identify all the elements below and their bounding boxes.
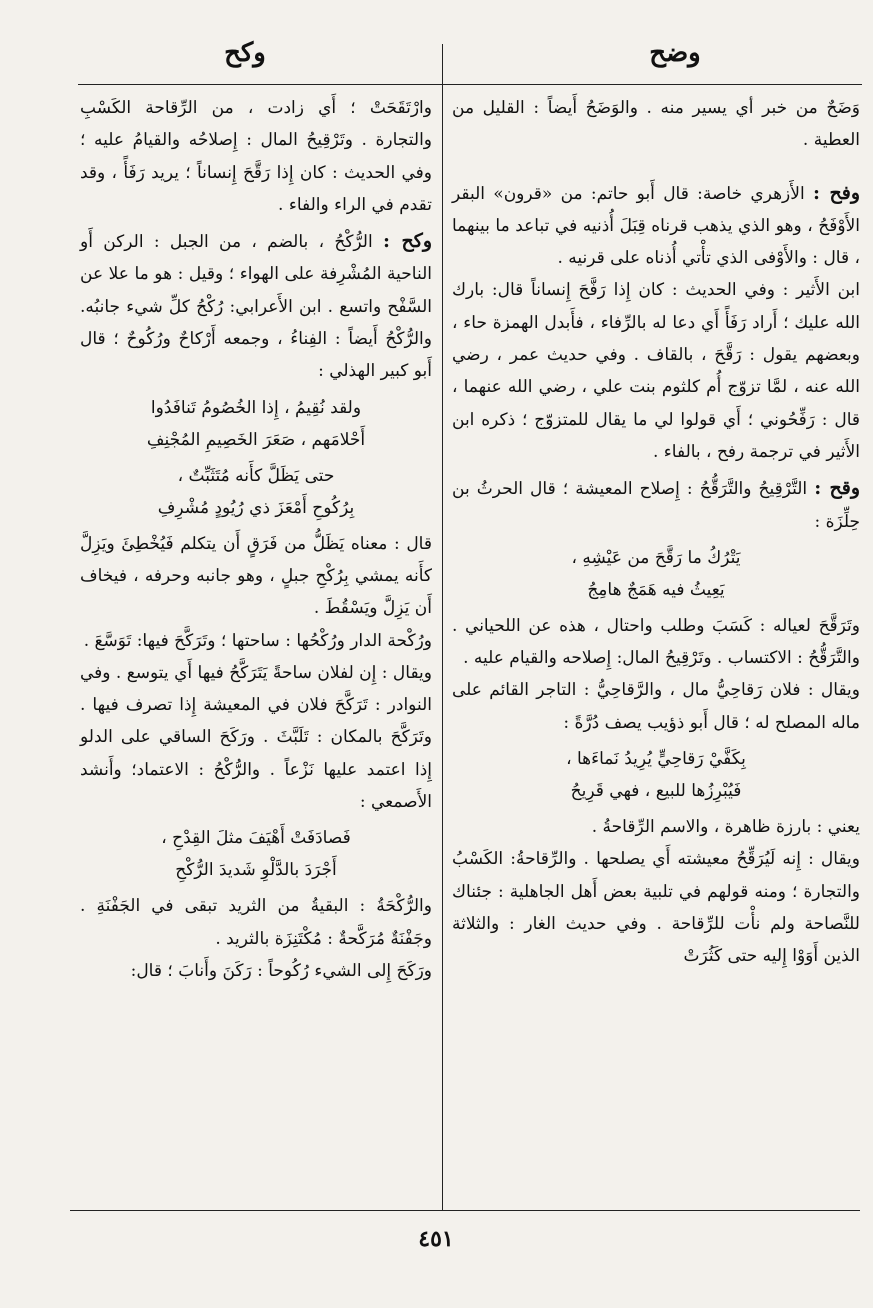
verse-line: فَصادَفَتْ أَهْيَفَ مثلَ القِدْحِ ، [161,828,351,849]
header-left-word: وكح [224,38,266,68]
header-rule [78,84,862,85]
paragraph: ويقال : فلان رَقاحِيُّ مال ، والرَّقاحِيُّ : التاجر القائم على ماله المصلح له ؛ قال أَبو ذؤيب يصف دُرَّةً : [452,680,860,733]
entry-headword: وكح : [383,230,432,253]
verse [80,460,432,524]
header-right-word: وضح [649,38,701,68]
paragraph: ابن الأَثير : وفي الحديث : كان إِذا رَفَّحَ إِنساناً قال: بارك الله عليك ؛ أَراد رَفَأً أَي دعا له بالرِّفاء ، فأَبدل الهمزة حاء ، وبعضهم يقول : رَقَّحَ ، بالقاف . وفي حديث عمر ، رضي الله عنه ، لمَّا تزوّج أُم كلثوم بنت علي ، رضي الله عنهما ، قال : رَفِّحُوني ؛ أَي قولوا لي ما يقال للمتزوّج ؛ ذكره ابن الأَثير في ترجمة رفح ، بالفاء . [452,280,861,462]
footer-rule [70,1210,860,1211]
verse-line: ولقد نُقِيمُ ، إِذا الخُصُومُ تَنافَدُوا [150,397,362,418]
paragraph: وارْتَقَحَتْ ؛ أَي زادت ، من الرِّقاحة الكَسْبِ والتجارة . وتَرْقِيحُ المال : إِصلاحُه والقيامُ عليه ؛ وفي الحديث : كان إِذا رَقَّحَ إِنساناً ؛ يريد رَفَأً ، وقد تقدم في الراء والفاء . [80,98,432,215]
header-divider [442,44,443,84]
verse-line: حتى يَظَلَّ كأَنه مُتَثَبِّتٌ ، [177,465,335,486]
paragraph: ويقال : إِن لفلان ساحةً يَتَرَكَّحُ فيها أَي يتوسع . وفي النوادر : تَرَكَّحَ فلان في المعيشة إِذا تصرف فيها . وتَرَكَّحَ بالمكان : تَلَبَّثَ . ورَكَحَ الساقي على الدلو إِذا اعتمد عليها نَزْعاً . والرُّكْحُ : الاعتماد؛ وأَنشد الأَصمعي : [80,662,432,813]
verse-line: أَحْلامَهم ، صَعَرَ الخَصِيمِ المُجْنِفِ [146,429,366,450]
verse [80,822,432,886]
entry-waqah [452,472,860,538]
entry-wakah [80,225,432,387]
entry-gap [452,157,860,173]
verse-line: أَجْرَدَ بالدَّلْوِ شَديدَ الرُّكْحِ [175,860,337,881]
paragraph: ورُكْحة الدار ورُكْحُها : ساحتها ؛ وتَرَكَّحَ فيها: تَوَسَّعَ . [83,630,432,651]
verse-line: فَيُبْرِزُها للبيع ، فهي قَرِيحُ [570,781,742,802]
paragraph: ويقال : إِنه لَيُرَقِّحُ معيشته أَي يصلحها . والرِّقاحةُ: الكَسْبُ والتجارة ؛ ومنه قولهم في تلبية بعض أَهل الجاهلية : جئناك للنَّصاحة ولم نأْت للرِّقاحة . وفي حديث الغار : والثلاثة الذين أَوَوْا إِليه حتى كَثُرَتْ [452,849,860,967]
paragraph: وتَرَقَّحَ لعياله : كَسَبَ وطلب واحتال ، هذه عن اللحياني . والتَّرَقُّحُ : الاكتساب . وتَرْقِيحُ المال: إِصلاحه والقيام عليه . [452,615,860,669]
paragraph: ورَكَحَ إِلى الشيء رُكُوحاً : رَكَنَ وأَنابَ ؛ قال: [130,960,432,981]
verse-line: بِكَفَّيْ رَقاحِيٍّ يُرِيدُ نَماءَها ، [566,749,746,770]
entry-headword: وفح : [812,181,861,204]
entry-wafah [452,177,860,275]
verse [80,392,432,456]
entry-text: التَّرْقِيحُ والتَّرَقُّحُ : إِصلاح المعيشة ؛ قال الحرثُ بن حِلِّزَة : [452,479,860,532]
verse-line: يَعِيثُ فيه هَمَجٌ هامِجُ [587,579,725,600]
paragraph: قال : معناه يَظَلُّ من فَرَقٍ أَن يتكلم فَيُخْطِئَ ويَزِلَّ كأَنه يمشي بِرُكْحِ جبلٍ ، وهو جانبه وحرفه ، فيخاف أَن يَزِلَّ ويَسْقُطَ . [80,533,432,619]
page-number: ٤٥١ [418,1226,454,1252]
entry-text: الرُّكْحُ ، بالضم ، من الجبل : الركن أَو الناحية المُشْرِفة على الهواء ؛ وقيل : هو ما علا عن السَّفْح واتسع . ابن الأَعرابي: رُكْحُ كلِّ شيء جانبُه. والرُّكْحُ أَيضاً : الفِناءُ ، وجمعه أَرْكاحٌ ورُكُوحٌ ؛ قال أَبو كبير الهذلي : [80,232,432,382]
paragraph: والرُّكْحَةُ : البقيةُ من الثريد تبقى في الجَفْنَةِ . وجَفْنَةٌ مُرَكَّحةٌ : مُكْتَنِزَة بالثريد . [80,896,432,949]
left-column [80,92,432,987]
entry-text: الأَزهري خاصة: قال أَبو حاتم: من «قرون» البقر الأَوْفَحُ ، وهو الذي يذهب قرناه قِبَلَ أُذنيه في تباعد ما بينهما ، قال : والأَوْفى الذي تأْتي أُذناه على قرنيه . [452,183,860,269]
paragraph: وَضَحٌ من خبر أي يسير منه . والوَضَحُ أَيضاً : القليل من العطية . [452,98,860,151]
verse-line: يَتْرُكُ ما رَقَّحَ من عَيْشِهِ ، [571,547,741,568]
page-header [0,0,873,92]
paragraph: يعني : بارزة ظاهرة ، والاسم الرِّقاحةُ . [591,817,860,838]
column-divider [442,84,443,1210]
entry-headword: وقح : [814,477,861,500]
verse [452,743,860,807]
verse [452,542,860,606]
verse-line: بِرُكُوحِ أَمْعَزَ ذي رُيُودٍ مُشْرِفِ [157,497,355,518]
right-column [452,92,860,973]
